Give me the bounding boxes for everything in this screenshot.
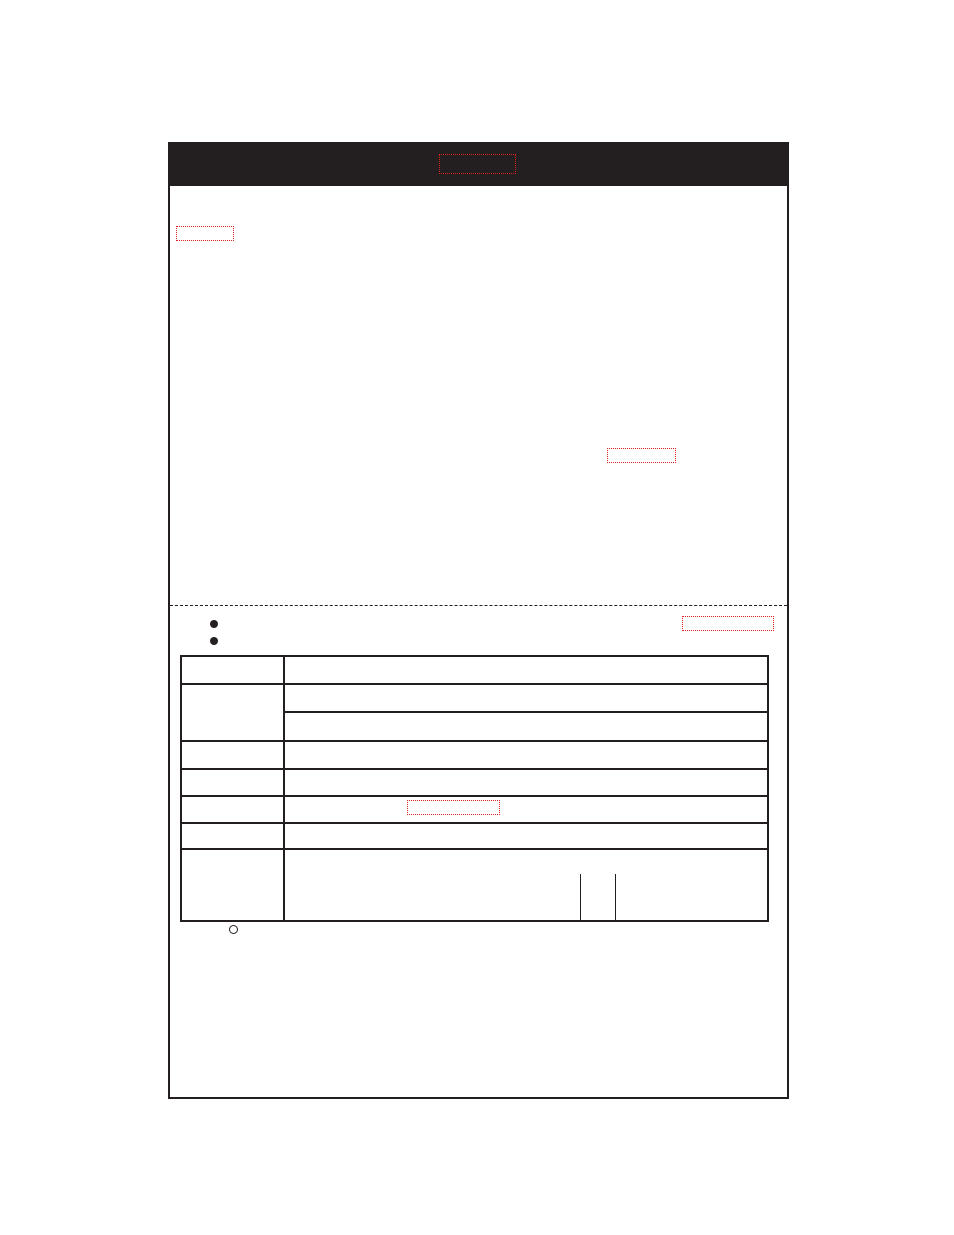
cut-line xyxy=(170,605,787,606)
table-cell-placeholder xyxy=(407,800,500,815)
bullet-icon xyxy=(210,637,218,645)
table-row-divider xyxy=(182,740,767,742)
info-table xyxy=(180,655,769,922)
form-frame xyxy=(168,142,789,1099)
circle-mark-icon xyxy=(229,925,238,934)
inline-text-placeholder xyxy=(607,448,676,463)
table-row-divider xyxy=(182,822,767,824)
form-header-band xyxy=(170,144,787,186)
table-subcolumn-divider xyxy=(580,874,581,920)
table-row-divider xyxy=(182,795,767,797)
table-subcolumn-divider xyxy=(615,874,616,920)
table-row-divider xyxy=(182,683,767,685)
bullet-icon xyxy=(210,620,218,628)
table-row-divider xyxy=(283,711,767,713)
section-label-placeholder xyxy=(176,226,234,241)
table-column-divider xyxy=(283,657,285,920)
table-row-divider xyxy=(182,768,767,770)
title-placeholder xyxy=(439,154,516,174)
note-placeholder xyxy=(682,616,774,631)
table-row-divider xyxy=(182,848,767,850)
